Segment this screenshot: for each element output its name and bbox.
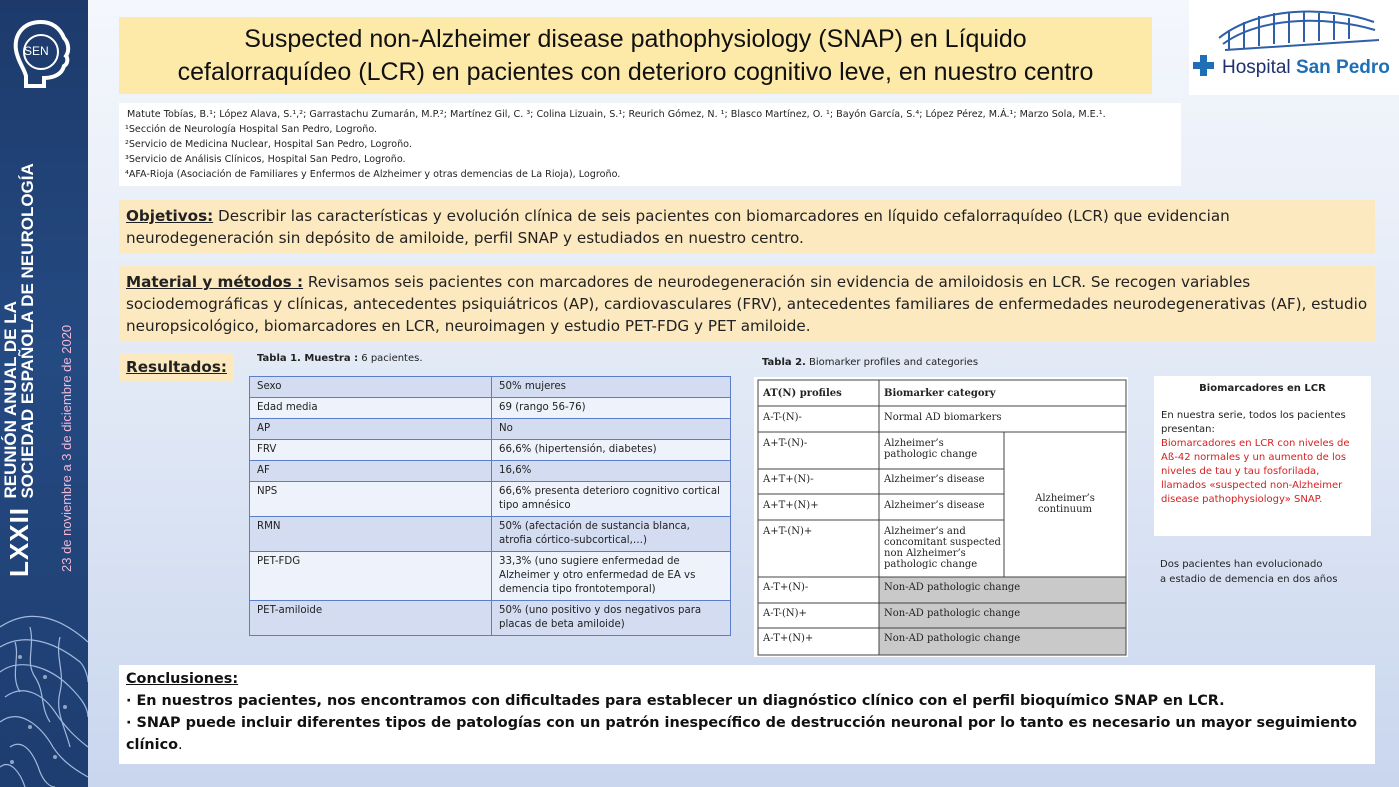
table-row: PET-amiloide 50% (uno positivo y dos negativos para placas de beta amiloide) <box>250 601 731 636</box>
conclusiones-label: Conclusiones: <box>126 671 239 687</box>
congress-number: LXXII <box>3 506 34 577</box>
t2-profile: A+T-(N)- <box>763 438 808 449</box>
t2-profile: A+T+(N)+ <box>763 500 819 511</box>
table-row: RMN 50% (afectación de sustancia blanca, atrofia córtico-subcortical,…) <box>250 517 731 552</box>
resultados-label: Resultados: <box>119 353 234 381</box>
hospital-building-icon <box>1189 0 1399 95</box>
objetivos-label: Objetivos: <box>126 207 214 225</box>
metodos-box <box>119 266 1375 341</box>
congress-title <box>2 163 36 577</box>
tabla2-caption: Tabla 2. Biomarker profiles and categories <box>762 357 979 368</box>
tabla1 <box>249 376 731 636</box>
t2-category: Non-AD pathologic change <box>884 608 1021 619</box>
authors-line: Matute Tobías, B.¹; López Alava, S.¹,²; Garrastachu Zumarán, M.P.²; Martínez Gil, C. ³; Colina Lizuain, S.¹; Reurich Gómez, N. ¹; Blasco Martínez, O. ¹; Bayón García, S.⁴; López Pérez, M.Á.¹; Marzo Sola, M.E.¹. <box>127 109 1106 120</box>
congress-line2: SOCIEDAD ESPAÑOLA DE NEUROLOGÍA <box>18 163 37 499</box>
t2-profile: A+T-(N)+ <box>763 526 813 537</box>
t2-profile: A-T-(N)- <box>763 412 802 423</box>
t2-profile: A-T-(N)+ <box>763 608 807 619</box>
sen-logo-text: SEN <box>24 44 49 58</box>
t2-category: Non-AD pathologic change <box>884 582 1021 593</box>
hospital-name: Hospital San Pedro <box>1222 57 1390 78</box>
table-row: FRV 66,6% (hipertensión, diabetes) <box>250 440 731 461</box>
biomarcadores-title: Biomarcadores en LCR <box>1199 383 1326 394</box>
tabla2 <box>754 377 1128 657</box>
t2-profile: A-T+(N)- <box>763 582 809 593</box>
conclusion-1: · En nuestros pacientes, nos encontramos con dificultades para establecer un diagnóstico clínico con el perfil bioquímico SNAP en LCR. <box>126 693 1225 709</box>
metodos-label: Material y métodos : <box>126 273 304 291</box>
table-row: Edad media 69 (rango 56-76) <box>250 398 731 419</box>
t2-profile: A-T+(N)+ <box>763 633 814 644</box>
hospital-logo <box>1189 0 1399 95</box>
evolucion-note: Dos pacientes han evolucionado a estadio de demencia en dos años <box>1160 559 1338 585</box>
conclusiones-box <box>119 665 1375 764</box>
t2-category-wrap: Alzheimer’s and concomitant suspected non Alzheimer’s pathologic change <box>884 526 1001 570</box>
poster-title-line1: Suspected non-Alzheimer disease pathophysiology (SNAP) en Líquido <box>244 25 1027 53</box>
affiliation-4: ⁴AFA-Rioja (Asociación de Familiares y Enfermos de Alzheimer y otras demencias de La Rioja), Logroño. <box>125 169 621 180</box>
congress-dates: 23 de noviembre a 3 de diciembre de 2020 <box>59 324 74 572</box>
biomarcadores-box <box>1154 376 1371 536</box>
t2-header-category: Biomarker category <box>884 388 996 399</box>
poster-title <box>119 17 1152 94</box>
table-row: PET-FDG 33,3% (uno sugiere enfermedad de Alzheimer y otro enfermedad de EA vs demencia tipo frontotemporal) <box>250 552 731 601</box>
brain-illustration-icon <box>0 587 88 787</box>
t2-category: Non-AD pathologic change <box>884 633 1021 644</box>
tabla1-caption: Tabla 1. Muestra : 6 pacientes. <box>257 353 423 364</box>
t2-header-profiles: AT(N) profiles <box>763 388 842 399</box>
authors-block <box>119 103 1181 186</box>
t2-category-wrap: Alzheimer’s pathologic change <box>884 438 978 460</box>
poster-title-line2: cefalorraquídeo (LCR) en pacientes con deterioro cognitivo leve, en nuestro centro <box>177 58 1094 86</box>
conclusion-2: · SNAP puede incluir diferentes tipos de patologías con un patrón inespecífico de destrucción neuronal por lo tanto es necesario un mayor seguimiento clínico. <box>126 715 1358 753</box>
table-row: NPS 66,6% presenta deterioro cognitivo cortical tipo amnésico <box>250 482 731 517</box>
objetivos-text: Describir las características y evolución clínica de seis pacientes con biomarcadores en líquido cefalorraquídeo (LCR) que evidencian neurodegeneración sin depósito de amiloide, perfil SNAP y estudiados en nuestro centro. <box>126 207 1230 247</box>
t2-continuum-wrap: Alzheimer’s continuum <box>1035 493 1095 515</box>
affiliation-2: ²Servicio de Medicina Nuclear, Hospital San Pedro, Logroño. <box>125 139 412 150</box>
sidebar <box>0 0 88 787</box>
t2-category: Alzheimer’s disease <box>884 474 985 485</box>
t2-profile: A+T+(N)- <box>763 474 814 485</box>
table-row: AF 16,6% <box>250 461 731 482</box>
metodos-text: Revisamos seis pacientes con marcadores de neurodegeneración sin evidencia de amiloidosis en LCR. Se recogen variables sociodemográficas y clínicas, antecedentes psiquiátricos (AP), cardiovasculares (FRV), antecedentes familiares de enfermedades neurodegenerativas (AF), estudio neuropsicológico, biomarcadores en LCR, neuroimagen y estudio PET-FDG y PET amiloide. <box>126 273 1368 335</box>
affiliation-3: ³Servicio de Análisis Clínicos, Hospital San Pedro, Logroño. <box>125 154 406 165</box>
congress-line1: REUNIÓN ANUAL DE LA <box>1 301 20 499</box>
t2-category: Alzheimer’s disease <box>884 500 985 511</box>
biomarcadores-intro: En nuestra serie, todos los pacientes presentan: <box>1161 410 1346 435</box>
biomarcadores-highlight: Biomarcadores en LCR con niveles de Aß-42 normales y un aumento de los niveles de tau y tau fosforilada, llamados «suspected non-Alzheimer disease pathophysiology» SNAP. <box>1161 438 1350 505</box>
table-row: Sexo 50% mujeres <box>250 377 731 398</box>
objetivos-box <box>119 200 1375 253</box>
table-row: AP No <box>250 419 731 440</box>
affiliation-1: ¹Sección de Neurología Hospital San Pedro, Logroño. <box>125 124 378 135</box>
t2-category: Normal AD biomarkers <box>884 412 1002 423</box>
